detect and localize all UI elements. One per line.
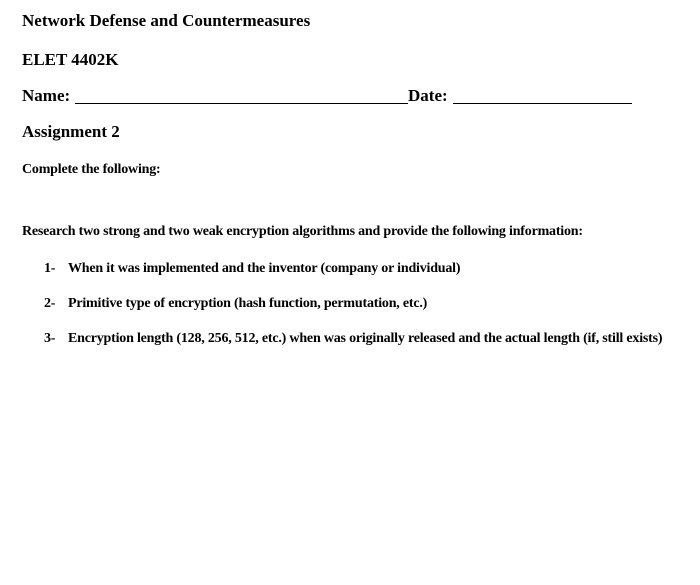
name-label: Name:	[22, 86, 71, 105]
course-code: ELET 4402K	[22, 50, 119, 69]
instructions: Complete the following:	[22, 162, 161, 177]
task-number: 1-	[44, 261, 56, 276]
assignment-title: Assignment 2	[22, 122, 120, 141]
task-text: When it was implemented and the inventor (company or individual)	[68, 261, 461, 276]
task-number: 2-	[44, 296, 56, 311]
task-text: Encryption length (128, 256, 512, etc.) when was originally released and the actual length (if, still exists)	[68, 331, 663, 346]
course-title: Network Defense and Countermeasures	[22, 11, 311, 30]
date-label: Date:	[408, 86, 448, 105]
task-text: Primitive type of encryption (hash function, permutation, etc.)	[68, 296, 428, 311]
research-prompt: Research two strong and two weak encryption algorithms and provide the following information:	[22, 224, 583, 239]
task-number: 3-	[44, 331, 56, 346]
